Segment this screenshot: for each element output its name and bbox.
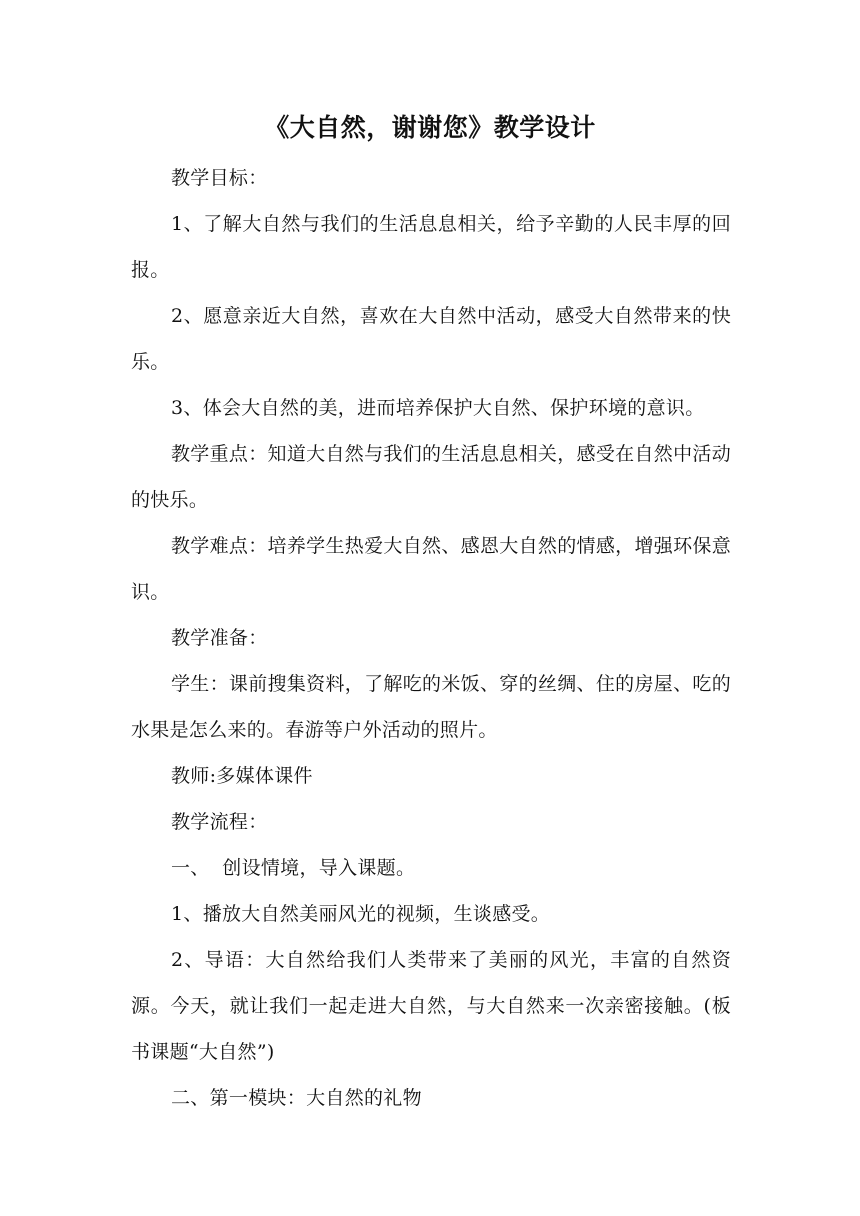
paragraph-section-1: 一、 创设情境，导入课题。: [171, 857, 416, 879]
paragraph-step-2: 2、导语：大自然给我们人类带来了美丽的风光，丰富的自然资源。今天，就让我们一起走进大自然，与大自然来一次亲密接触。(板书课题“大自然”): [131, 949, 731, 1063]
paragraph-goal-3: 3、体会大自然的美，进而培养保护大自然、保护环境的意识。: [171, 397, 705, 419]
paragraph-section-2: 二、第一模块：大自然的礼物: [171, 1087, 422, 1109]
document-title: 《大自然，谢谢您》教学设计: [264, 113, 596, 142]
paragraph-step-1: 1、播放大自然美丽风光的视频，生谈感受。: [171, 903, 551, 925]
paragraph-process-heading: 教学流程：: [171, 811, 268, 833]
paragraph-student-preparation: 学生：课前搜集资料，了解吃的米饭、穿的丝绸、住的房屋、吃的水果是怎么来的。春游等户外活动的照片。: [131, 673, 731, 741]
paragraph-key-point: 教学重点：知道大自然与我们的生活息息相关，感受在自然中活动的快乐。: [131, 443, 731, 511]
document-body: [131, 155, 731, 1121]
paragraph-difficult-point: 教学难点：培养学生热爱大自然、感恩大自然的情感，增强环保意识。: [131, 535, 731, 603]
paragraph-preparation-heading: 教学准备：: [171, 627, 268, 649]
paragraph-goal-2: 2、愿意亲近大自然，喜欢在大自然中活动，感受大自然带来的快乐。: [131, 305, 731, 373]
paragraph-teaching-goals-heading: 教学目标：: [171, 167, 268, 189]
paragraph-goal-1: 1、了解大自然与我们的生活息息相关，给予辛勤的人民丰厚的回报。: [131, 213, 731, 281]
paragraph-teacher-preparation: 教师:多媒体课件: [171, 765, 313, 787]
